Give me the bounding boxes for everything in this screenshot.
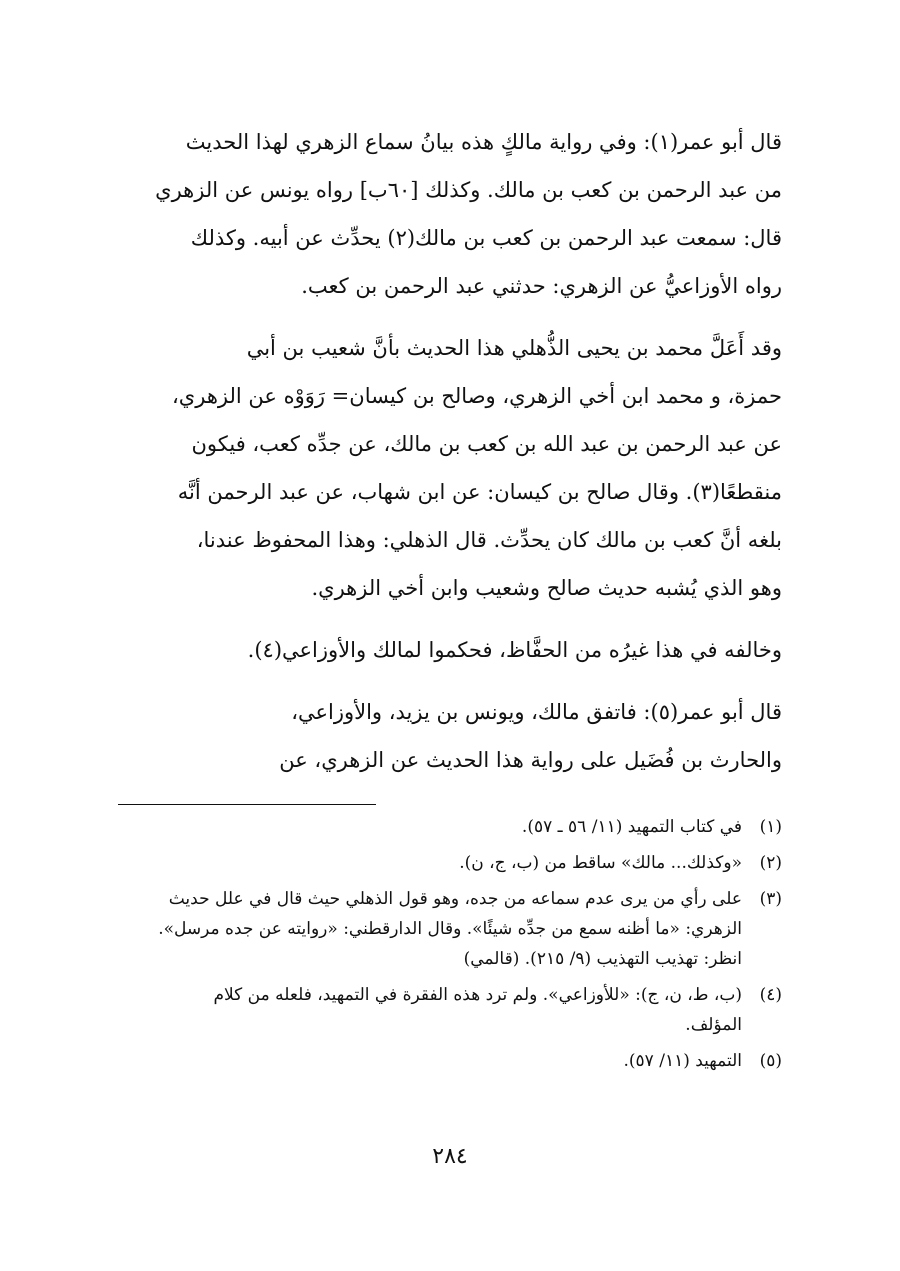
paragraph-2: [118, 324, 782, 612]
footnote-text: [118, 884, 742, 974]
paragraph-1: [118, 118, 782, 310]
text-line: وخالفه في هذا غيرُه من الحفَّاظ، فحكموا لمالك والأوزاعي(٤).: [247, 638, 782, 662]
footnote-text: [118, 848, 742, 878]
paragraph-3: [118, 626, 782, 674]
text-line: والحارث بن فُضَيل على رواية هذا الحديث عن الزهري، عن: [279, 748, 782, 772]
footnote-line: (ب، ط، ن، ج): «للأوزاعي». ولم ترد هذه الفقرة في التمهيد، فلعله من كلام: [213, 985, 742, 1005]
page-number: ٢٨٤: [432, 1144, 468, 1169]
paragraph-4: [118, 688, 782, 784]
text-line: بلغه أنَّ كعب بن مالك كان يحدِّث. قال الذهلي: وهذا المحفوظ عندنا،: [196, 528, 782, 552]
text-line: وقد أَعَلَّ محمد بن يحيى الذُّهلي هذا الحديث بأنَّ شعيب بن أبي: [246, 336, 782, 360]
footnotes: [118, 812, 782, 1082]
footnote-text: [118, 812, 742, 842]
footnote-separator: [118, 804, 376, 805]
footnote-line: في كتاب التمهيد (١١/ ٥٦ ـ ٥٧).: [521, 817, 742, 837]
text-line: من عبد الرحمن بن كعب بن مالك. وكذلك [٦٠ب] رواه يونس عن الزهري: [155, 178, 782, 202]
footnote-line: المؤلف.: [685, 1015, 742, 1035]
footnote-2: [118, 848, 782, 878]
text-line: رواه الأوزاعيُّ عن الزهري: حدثني عبد الرحمن بن كعب.: [301, 274, 782, 298]
text-line: قال: سمعت عبد الرحمن بن كعب بن مالك(٢) يحدِّث عن أبيه. وكذلك: [190, 226, 782, 250]
footnote-number: (٥): [759, 1051, 782, 1071]
text-line: وهو الذي يُشبه حديث صالح وشعيب وابن أخي الزهري.: [311, 576, 782, 600]
text-line: حمزة، و محمد ابن أخي الزهري، وصالح بن كيسان= رَوَوْه عن الزهري،: [172, 384, 782, 408]
footnote-text: [118, 1046, 742, 1076]
footnote-text: [118, 980, 742, 1040]
footnote-line: انظر: تهذيب التهذيب (٩/ ٢١٥). (قالمي): [463, 949, 742, 969]
text-line: قال أبو عمر(١): وفي رواية مالكٍ هذه بيانُ سماع الزهري لهذا الحديث: [185, 130, 782, 154]
footnote-5: [118, 1046, 782, 1076]
main-text: [118, 118, 782, 784]
footnote-line: الزهري: «ما أظنه سمع من جدِّه شيئًا». وقال الدارقطني: «روايته عن جده مرسل».: [158, 919, 742, 939]
footnote-line: التمهيد (١١/ ٥٧).: [623, 1051, 742, 1071]
footnote-line: «وكذلك... مالك» ساقط من (ب، ج، ن).: [459, 853, 742, 873]
text-line: قال أبو عمر(٥): فاتفق مالك، ويونس بن يزيد، والأوزاعي،: [291, 700, 782, 724]
text-line: منقطعًا(٣). وقال صالح بن كيسان: عن ابن شهاب، عن عبد الرحمن أنَّه: [177, 480, 782, 504]
footnote-1: [118, 812, 782, 842]
footnote-number: (٢): [759, 853, 782, 873]
footnote-number: (٣): [759, 889, 782, 909]
footnote-line: على رأي من يرى عدم سماعه من جده، وهو قول الذهلي حيث قال في علل حديث: [168, 889, 742, 909]
footnote-3: [118, 884, 782, 974]
footnote-4: [118, 980, 782, 1040]
footnote-number: (١): [759, 817, 782, 837]
footnote-number: (٤): [759, 985, 782, 1005]
text-line: عن عبد الرحمن بن عبد الله بن كعب بن مالك، عن جدِّه كعب، فيكون: [191, 432, 782, 456]
